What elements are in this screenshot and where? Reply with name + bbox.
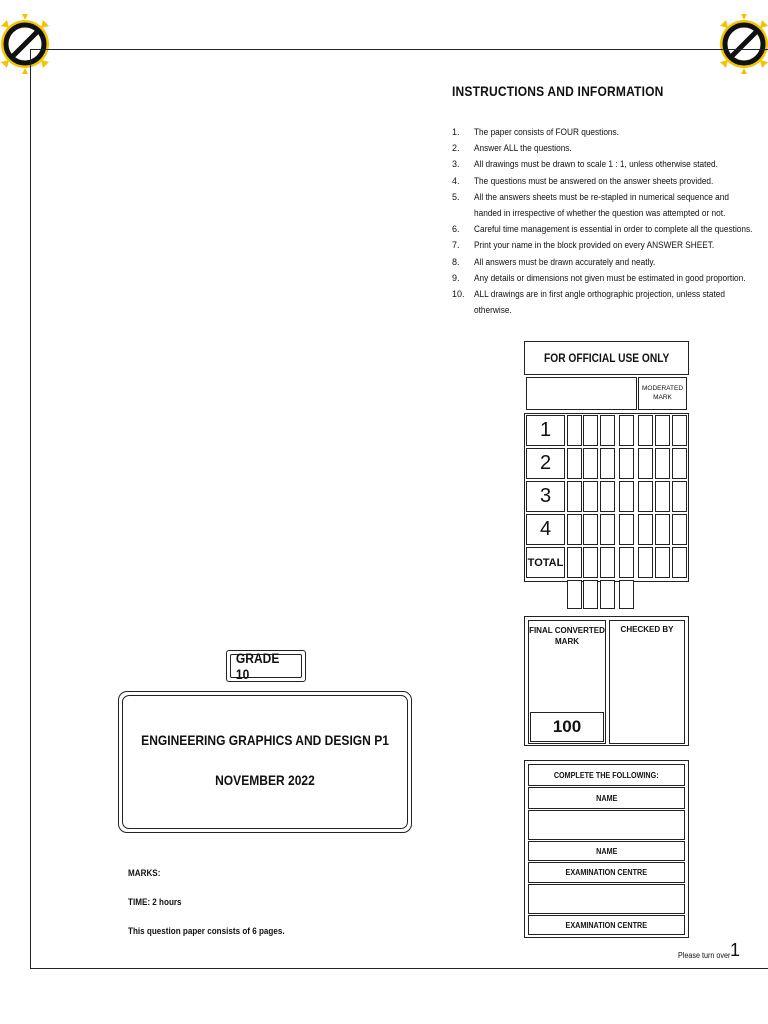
instruction-item bbox=[452, 270, 768, 286]
mark-cell[interactable] bbox=[655, 547, 670, 578]
subject-title: ENGINEERING GRAPHICS AND DESIGN P1 bbox=[141, 732, 389, 748]
instruction-item bbox=[452, 173, 768, 189]
instruction-item bbox=[452, 237, 768, 253]
complete-header: COMPLETE THE FOLLOWING: bbox=[528, 764, 685, 786]
question-label: 1 bbox=[526, 415, 565, 446]
mark-cell[interactable] bbox=[638, 448, 653, 479]
mark-cell[interactable] bbox=[583, 448, 598, 479]
instruction-item bbox=[452, 140, 768, 156]
question-label: 2 bbox=[526, 448, 565, 479]
grade-label: GRADE 10 bbox=[235, 650, 280, 682]
instructions-title: INSTRUCTIONS AND INFORMATION bbox=[452, 83, 664, 99]
instruction-item bbox=[452, 286, 768, 302]
mark-cell[interactable] bbox=[583, 481, 598, 512]
instruction-number: 3. bbox=[452, 159, 460, 170]
instruction-item bbox=[452, 205, 768, 221]
mark-cell[interactable] bbox=[567, 481, 582, 512]
mark-cell[interactable] bbox=[619, 580, 634, 609]
mark-cell[interactable] bbox=[619, 448, 634, 479]
instruction-text: The questions must be answered on the answer sheets provided. bbox=[474, 175, 714, 186]
marks-label: MARKS: bbox=[128, 868, 161, 878]
official-use-header: FOR OFFICIAL USE ONLY bbox=[524, 341, 689, 375]
mark-cell[interactable] bbox=[638, 514, 653, 545]
mark-cell[interactable] bbox=[655, 514, 670, 545]
mark-cell[interactable] bbox=[600, 547, 615, 578]
mark-cell[interactable] bbox=[567, 580, 582, 609]
page-number: 1 bbox=[730, 940, 741, 960]
instruction-item bbox=[452, 221, 768, 237]
instruction-number bbox=[452, 205, 474, 221]
instruction-number: 4. bbox=[452, 175, 460, 186]
examination-centre-label-2: EXAMINATION CENTRE bbox=[528, 915, 685, 935]
instruction-number: 6. bbox=[452, 224, 460, 235]
mark-cell[interactable] bbox=[619, 547, 634, 578]
mark-cell[interactable] bbox=[672, 448, 687, 479]
mark-cell[interactable] bbox=[600, 448, 615, 479]
instruction-text: ALL drawings are in first angle orthographic projection, unless stated bbox=[474, 289, 726, 300]
mark-cell[interactable] bbox=[655, 448, 670, 479]
instruction-text: Any details or dimensions not given must be estimated in good proportion. bbox=[474, 272, 746, 283]
exam-date: NOVEMBER 2022 bbox=[215, 772, 315, 788]
instruction-text: All drawings must be drawn to scale 1 : 1, unless otherwise stated. bbox=[474, 159, 718, 170]
official-use-table bbox=[524, 341, 689, 612]
mark-cell[interactable] bbox=[583, 415, 598, 446]
instruction-text: All answers must be drawn accurately and neatly. bbox=[474, 256, 656, 267]
instruction-text: Careful time management is essential in order to complete all the questions. bbox=[474, 224, 753, 235]
mark-cell[interactable] bbox=[655, 415, 670, 446]
instruction-number: 2. bbox=[452, 143, 460, 154]
max-mark: 100 bbox=[530, 712, 604, 742]
mark-cell[interactable] bbox=[567, 448, 582, 479]
instruction-text: The paper consists of FOUR questions. bbox=[474, 127, 619, 137]
instruction-text: Answer ALL the questions. bbox=[474, 143, 572, 154]
mark-cell[interactable] bbox=[638, 481, 653, 512]
mark-cell[interactable] bbox=[655, 481, 670, 512]
mark-cell[interactable] bbox=[672, 514, 687, 545]
checked-by-cell: CHECKED BY bbox=[609, 620, 685, 744]
mark-cell[interactable] bbox=[638, 547, 653, 578]
total-label: TOTAL bbox=[526, 547, 565, 578]
mark-cell[interactable] bbox=[600, 580, 615, 609]
mark-cell[interactable] bbox=[583, 580, 598, 609]
mark-cell[interactable] bbox=[619, 415, 634, 446]
mark-cell[interactable] bbox=[638, 415, 653, 446]
mark-cell[interactable] bbox=[619, 481, 634, 512]
instruction-number bbox=[452, 302, 474, 318]
candidate-details-box bbox=[524, 760, 689, 938]
instruction-text: Print your name in the block provided on every ANSWER SHEET. bbox=[474, 240, 715, 251]
instruction-number: 7. bbox=[452, 240, 460, 251]
mark-cell[interactable] bbox=[672, 547, 687, 578]
question-label: 3 bbox=[526, 481, 565, 512]
mark-cell[interactable] bbox=[583, 547, 598, 578]
question-label: 4 bbox=[526, 514, 565, 545]
grade-box bbox=[226, 650, 306, 682]
mark-cell[interactable] bbox=[567, 415, 582, 446]
final-converted-mark-cell: FINAL CONVERTED MARK bbox=[528, 620, 606, 744]
final-mark-box bbox=[524, 616, 689, 746]
name-label-2: NAME bbox=[528, 841, 685, 861]
instruction-number: 9. bbox=[452, 272, 460, 283]
instructions-list bbox=[452, 124, 768, 318]
name-label: NAME bbox=[528, 787, 685, 809]
mark-cell[interactable] bbox=[672, 481, 687, 512]
name-field[interactable] bbox=[528, 810, 685, 840]
instruction-text: handed in irrespective of whether the question was attempted or not. bbox=[474, 208, 726, 219]
instruction-item bbox=[452, 254, 768, 270]
mark-cell[interactable] bbox=[567, 514, 582, 545]
instruction-number: 1. bbox=[452, 127, 460, 137]
instruction-text: All the answers sheets must be re-stapled in numerical sequence and bbox=[474, 191, 729, 202]
mark-cell[interactable] bbox=[583, 514, 598, 545]
mark-cell[interactable] bbox=[600, 415, 615, 446]
mark-cell[interactable] bbox=[567, 547, 582, 578]
examination-centre-field[interactable] bbox=[528, 884, 685, 914]
instruction-number: 10. bbox=[452, 289, 465, 300]
examination-centre-label: EXAMINATION CENTRE bbox=[528, 862, 685, 883]
mark-cell[interactable] bbox=[672, 415, 687, 446]
mark-cell[interactable] bbox=[600, 514, 615, 545]
instruction-number: 5. bbox=[452, 191, 460, 202]
instruction-item bbox=[452, 156, 768, 172]
instruction-item bbox=[452, 302, 768, 318]
instruction-item bbox=[452, 124, 768, 140]
mark-cell[interactable] bbox=[619, 514, 634, 545]
instruction-text: otherwise. bbox=[474, 305, 512, 316]
mark-cell[interactable] bbox=[600, 481, 615, 512]
please-turn-over: Please turn over bbox=[678, 951, 731, 960]
moderated-mark-cell: MODERATED MARK bbox=[638, 377, 687, 410]
subject-title-box bbox=[118, 691, 412, 833]
instruction-number: 8. bbox=[452, 256, 460, 267]
instruction-item bbox=[452, 189, 768, 205]
pages-info: This question paper consists of 6 pages. bbox=[128, 926, 285, 936]
official-blank-cell bbox=[526, 377, 637, 410]
time-label: TIME: 2 hours bbox=[128, 897, 182, 907]
